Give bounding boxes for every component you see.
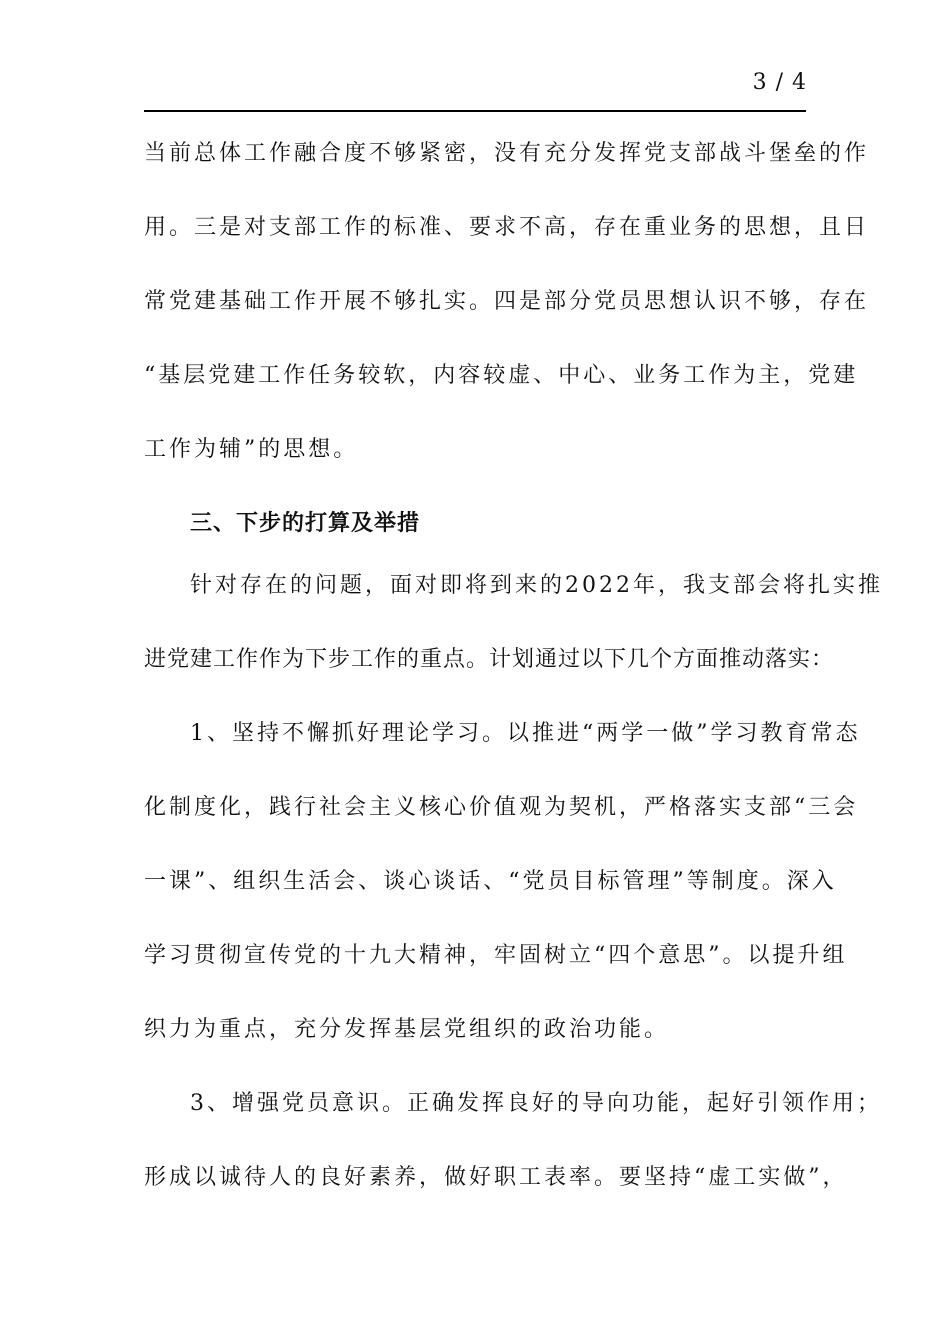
text-line: 工作为辅”的思想。 <box>144 437 359 462</box>
text-line: 学习贯彻宣传党的十九大精神，牢固树立“四个意思”。以提升组 <box>144 943 848 968</box>
section-heading: 三、下步的打算及举措 <box>190 511 421 536</box>
text-line: 常党建基础工作开展不够扎实。四是部分党员思想认识不够，存在 <box>144 289 870 314</box>
text-line: 当前总体工作融合度不够紧密，没有充分发挥党支部战斗堡垒的作 <box>144 141 870 166</box>
text-line: 3、增强党员意识。正确发挥良好的导向功能，起好引领作用； <box>190 1091 882 1116</box>
text-line: 织力为重点，充分发挥基层党组织的政治功能。 <box>144 1017 670 1042</box>
text-line: 进党建工作作为下步工作的重点。计划通过以下几个方面推动落实： <box>144 647 835 672</box>
text-line: 1、坚持不懈抓好理论学习。以推进“两学一做”学习教育常态 <box>190 721 861 746</box>
page-number: 3 / 4 <box>752 70 807 95</box>
document-body <box>144 132 883 1230</box>
text-line: 针对存在的问题，面对即将到来的2022年，我支部会将扎实推 <box>190 573 883 598</box>
text-line: 化制度化，践行社会主义核心价值观为契机，严格落实支部“三会 <box>144 795 859 820</box>
header-rule <box>144 110 806 112</box>
text-line: “基层党建工作任务较软，内容较虚、中心、业务工作为主，党建 <box>144 363 859 388</box>
text-line: 一课”、组织生活会、谈心谈话、“党员目标管理”等制度。深入 <box>144 869 837 894</box>
text-line: 形成以诚待人的良好素养，做好职工表率。要坚持“虚工实做”， <box>144 1165 848 1190</box>
text-line: 用。三是对支部工作的标准、要求不高，存在重业务的思想，且日 <box>144 215 870 240</box>
